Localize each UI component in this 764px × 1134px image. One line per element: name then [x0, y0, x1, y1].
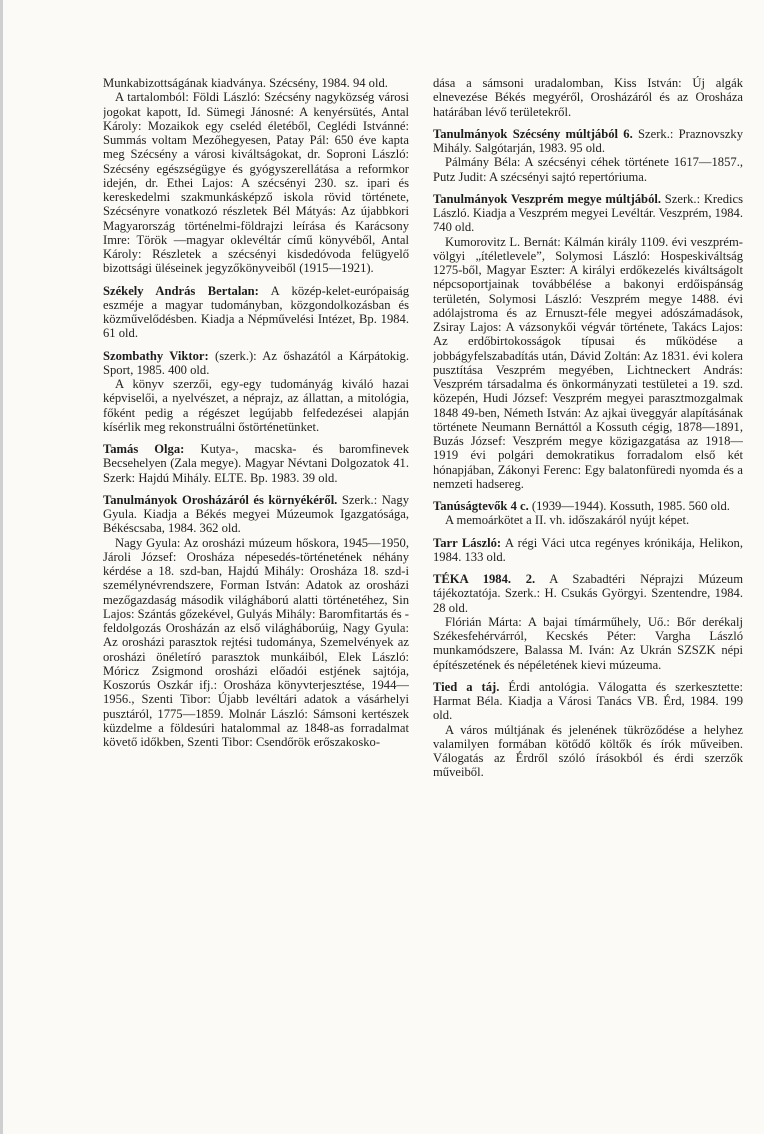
- entry-text: Szerk.: Praznovszky Mihály. Salgótarján, 1983. 95 old.: [433, 126, 743, 155]
- entry-head: Tied a táj.: [433, 679, 500, 694]
- entry-extra: A memoárkötet a II. vh. időszakáról nyújt képet.: [445, 513, 690, 528]
- entry-head: Tarr László:: [433, 535, 502, 550]
- entry-extra: Pálmány Béla: A szécsényi céhek története 1617—1857., Putz Judit: A szécsényi sajtó repertóriuma.: [433, 155, 743, 184]
- entry-head: Székely András Bertalan:: [103, 283, 259, 298]
- continuation-text: dása a sámsoni uradalomban, Kiss István: Új algák elnevezése Békés megyéről, Orosházáról és az Orosháza határában lévő területekről.: [433, 76, 743, 119]
- entry-text: Érdi antológia. Válogatta és szerkesztette: Harmat Béla. Kiadja a Városi Tanács VB. Érd, 1984. 199 old.: [433, 679, 743, 723]
- entry-text: (1939—1944). Kossuth, 1985. 560 old.: [528, 499, 730, 513]
- entry-text: (szerk.): Az őshazától a Kárpátokig. Sport, 1985. 400 old.: [103, 348, 409, 377]
- right-column: [433, 76, 743, 1126]
- entry-extra: Nagy Gyula: Az orosházi múzeum hőskora, 1945—1950, Jároli József: Orosháza népesedés-történetének néhány kérdése a 18. szd-ban, Hajdú Mihály: Orosháza 18. szd-i személynévrendszere, Forman István: Adatok az orosházi mezőgazdaság második világháború alatti történetéhez, Sin Lajos: Szántás gőzekével, Gulyás Mihály: Baromfitartás és -feldolgozás Orosházán az első világháborúig, Nagy Gyula: Az orosházi parasztok rejtési tudománya, Szemelvények az orosházi önéletíró parasztok munkáiból, Elek László: Móricz Zsigmond orosházi előadói estjének sajtója, Koszorús Oszkár ifj.: Orosháza könyvterjesztése, 1944—1956., Szenti Tibor: Újabb levéltári adatok a vásárhelyi pusztáról, 1775—1859. Molnár László: Sámsoni kertészek küzdelme a földesúri hatalommal az 1848-as forradalmat követő időkben, Szenti Tibor: Csendőrök erőszakosko-: [103, 535, 409, 749]
- entry-extra: A város múltjának és jelenének tükröződése a helyhez valamilyen formában kötődő költők és írók műveiben. Válogatás az Érdről szóló írásokból és érdi szerzők műveiből.: [433, 722, 743, 780]
- entry-extra: Flórián Márta: A bajai tímárműhely, Uő.: Bőr derékalj Székesfehérvárról, Kecskés Péter: Vargha László munkamódszere, Balassa M. Iván: Az Ukrán SZSZK népi építészetének és népéletének kievi múzeuma.: [433, 614, 743, 672]
- entry-head: Szombathy Viktor:: [103, 348, 209, 363]
- entry-text: A régi Váci utca regényes krónikája, Helikon, 1984. 133 old.: [433, 535, 743, 564]
- entry-tied-a-taj: [433, 680, 743, 780]
- entry-text: Szerk.: Kredics László. Kiadja a Veszprém megyei Levéltár. Veszprém, 1984. 740 old.: [433, 191, 743, 235]
- scan-edge: [0, 0, 3, 1134]
- contents-text: A tartalomból: Földi László: Szécsény nagyközség városi jogokat kapott, Id. Sümegi Jánosné: A kenyérsütés, Antal Károly: Mozaikok egy cseléd életéből, Ceglédi Istvánné: Summás voltam Mezőhegyesen, Patay Pál: 650 éve kapta meg Szécsény a városi kiváltságokat, dr. Soproni László: Szécsény egészségügye és gyógyszerellátása a reformkor idején, dr. Ethei Lajos: A szécsényi 230. sz. ipari és kereskedelmi szakmunkásképző iskola rövid története, Szécsényre vonatkozó részletek Bél Mátyás: Az újabbkori Magyarország történelmi-földrajzi leírása és Karácsony Imre: Török —magyar oklevéltár című könyvéből, Antal Károly: Részletek a szécsényi kisdedóvoda felügyelő bizottsági üléseinek jegyzőkönyveiből (1915—1921).: [103, 90, 409, 276]
- entry-tanusagtevok: [433, 499, 743, 528]
- entry-extra: A könyv szerzői, egy-egy tudományág kiváló hazai képviselői, a nyelvészet, a néprajz, az állattan, a mitológia, főként pedig a régészet legújabb felfedezései alapján kísérlik meg rekonstruálni őstörténetünket.: [103, 377, 409, 434]
- left-column: [103, 76, 409, 1126]
- entry-szecseny: [433, 127, 743, 184]
- two-column-text: [103, 76, 743, 1126]
- entry-head: Tanulmányok Szécsény múltjából 6.: [433, 126, 633, 141]
- entry-szekely: [103, 284, 409, 341]
- entry-head: TÉKA 1984. 2.: [433, 572, 536, 586]
- entry-text: Kutya-, macska- és baromfinevek Becsehelyen (Zala megye). Magyar Névtani Dolgozatok 41. Szerk: Hajdú Mihály. ELTE. Bp. 1983. 39 old.: [103, 442, 409, 485]
- entry-extra: Kumorovitz L. Bernát: Kálmán király 1109. évi veszprém-völgyi „ítéletlevele”, Solymosi László: Hospeskiváltság 1275-ből, Magyar Eszter: A királyi erdőkezelés kiváltságolt népcsoportjainak továbbélése a bakonyi erdőispánság területén, Solymosi László: Veszprém megye 1488. évi adólajstroma és az Ernuszt-féle megyei adószámadások, Zsiray Lajos: A vázsonykői végvár története, Takács Lajos: Az erdőbirtokosságok típusai és működése a jobbágyfelszabadítás után, Dávid Zoltán: Az 1831. évi kolera pusztítása Veszprém megyében, Lichtneckert András: Veszprém társadalma és önkormányzati testületei a 19. szd. közepén, Hudi József: Veszprém megyei parasztmozgalmak 1848 49-ben, Németh István: Az ajkai üveggyár alapításának története Neumann Bernáttól a Kossuth cégig, 1878—1891, Buzás József: Veszprém megye közigazgatása az 1918—1919 évi polgári demokratikus forradalom első két hónapjában, Zákonyi Ferenc: Egy balatonfüredi nyomda és a nemzeti hadsereg.: [433, 234, 743, 491]
- entry-text: A Szabadtéri Néprajzi Múzeum tájékoztatója. Szerk.: H. Csukás Györgyi. Szentendre, 1984. 28 old.: [433, 572, 743, 615]
- continuation-text: Munkabizottságának kiadványa. Szécsény, 1984. 94 old.: [103, 76, 388, 90]
- entry-continuation: [103, 76, 409, 276]
- entry-teka: [433, 572, 743, 672]
- entry-tamas: [103, 442, 409, 485]
- entry-text: A közép-kelet-európaiság eszméje a magyar tudományban, közgondolkozásban és közművelődésben. Kiadja a Népművelési Intézet, Bp. 1984. 61 old.: [103, 283, 409, 341]
- entry-text: Szerk.: Nagy Gyula. Kiadja a Békés megyei Múzeumok Igazgatósága, Békéscsaba, 1984. 362 old.: [103, 492, 409, 536]
- entry-head: Tanulmányok Orosházáról és környékéről.: [103, 492, 338, 507]
- entry-szombathy: [103, 349, 409, 435]
- entry-head: Tamás Olga:: [103, 442, 185, 456]
- entry-veszprem: [433, 192, 743, 491]
- entry-oroshaza: [103, 493, 409, 750]
- entry-tarr: [433, 536, 743, 565]
- entry-head: Tanúságtevők 4 c.: [433, 499, 529, 513]
- entry-head: Tanulmányok Veszprém megye múltjából.: [433, 191, 662, 206]
- entry-continuation-right: [433, 76, 743, 119]
